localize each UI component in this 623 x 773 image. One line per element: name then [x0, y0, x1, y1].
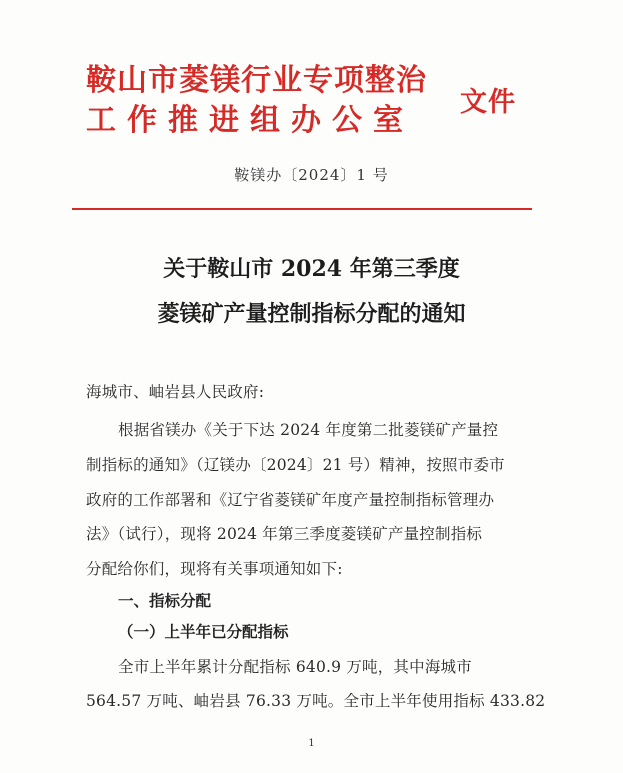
letterhead	[86, 64, 556, 154]
document-type-label: 文件	[460, 87, 516, 118]
paragraph-line: 法》（试行），现将 2024 年第三季度菱镁矿产量控制指标	[86, 525, 483, 543]
page-number: 1	[308, 738, 315, 749]
issuing-organization-line-2: 工作推进组办公室	[86, 103, 414, 138]
section-heading: 一、指标分配	[118, 591, 212, 610]
paragraph-line: 政府的工作部署和《辽宁省菱镁矿年度产量控制指标管理办	[86, 491, 495, 509]
subsection-heading: （一）上半年已分配指标	[118, 622, 289, 641]
issuing-organization-line-1: 鞍山市菱镁行业专项整治	[86, 63, 427, 98]
document-title-line-1: 关于鞍山市 2024 年第三季度	[163, 256, 460, 282]
paragraph-line: 根据省镁办《关于下达 2024 年度第二批菱镁矿产量控	[118, 421, 499, 439]
paragraph-line: 全市上半年累计分配指标 640.9 万吨，其中海城市	[118, 658, 472, 676]
paragraph-line: 564.57 万吨、岫岩县 76.33 万吨。全市上半年使用指标 433.82	[86, 692, 546, 710]
addressee: 海城市、岫岩县人民政府:	[86, 383, 265, 401]
red-divider-line	[72, 208, 532, 210]
document-number: 鞍镁办〔2024〕1 号	[234, 166, 389, 184]
paragraph-line: 分配给你们，现将有关事项通知如下:	[86, 560, 343, 578]
document-title-line-2: 菱镁矿产量控制指标分配的通知	[157, 301, 466, 327]
paragraph-line: 制指标的通知》（辽镁办〔2024〕21 号）精神，按照市委市	[86, 456, 505, 474]
